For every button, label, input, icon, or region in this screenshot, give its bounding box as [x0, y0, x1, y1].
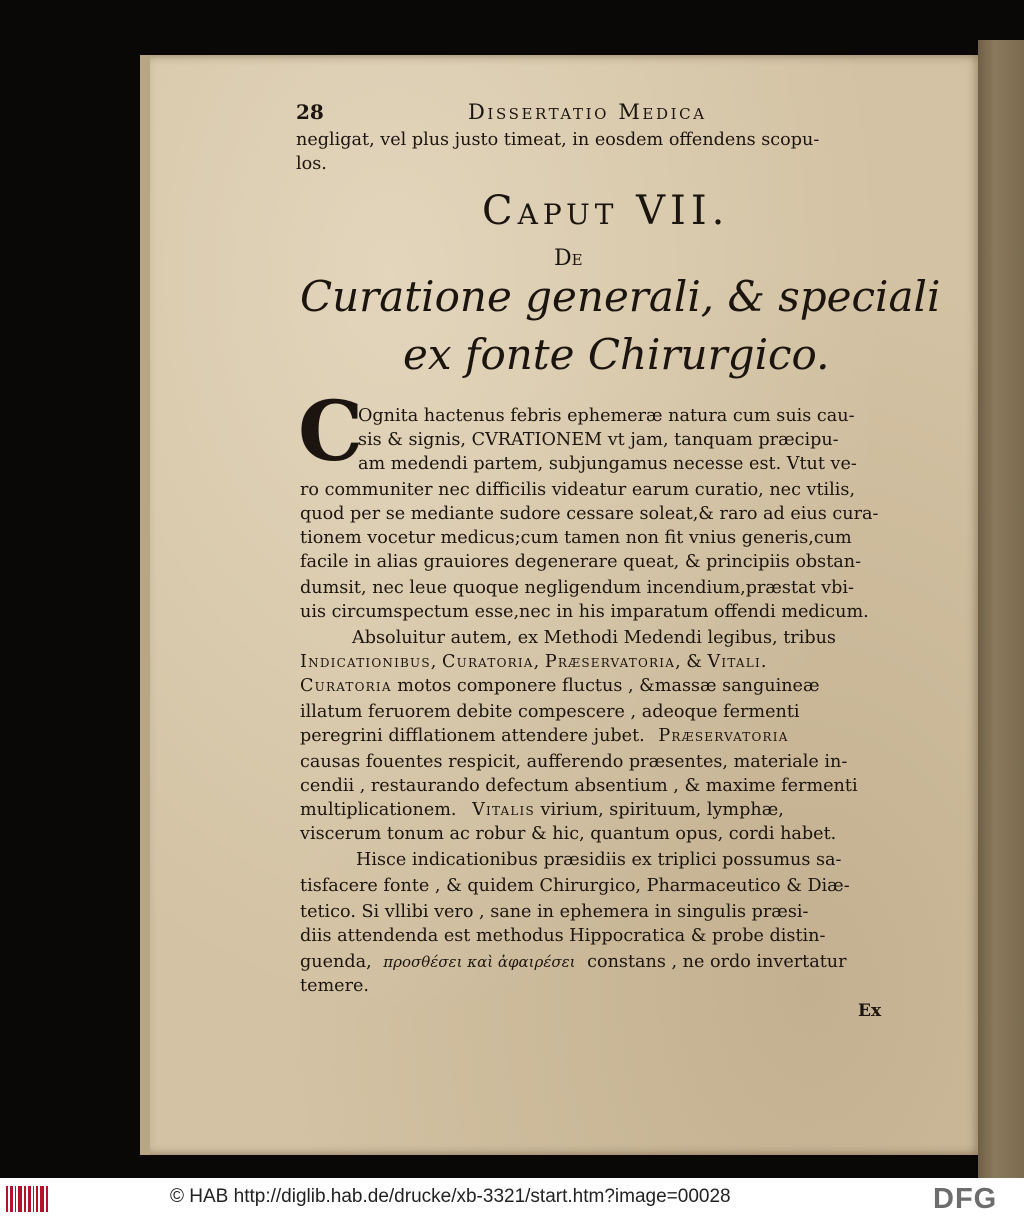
text-line: dumsit, nec leue quoque negligendum incendium,præstat vbi- [300, 578, 854, 598]
text-line: negligat, vel plus justo timeat, in eosdem offendens scopu- [296, 130, 820, 150]
dfg-logo: DFG [933, 1183, 998, 1215]
text-line: tionem vocetur medicus;cum tamen non fit vnius generis,cum [300, 528, 852, 548]
small-caps-term: Curatoria [300, 676, 392, 696]
small-caps-term: Præservatoria [658, 726, 789, 746]
running-head: Dissertatio Medica [468, 100, 707, 124]
text-line: Indicationibus, Curatoria, Præservatoria, & Vitali. [300, 652, 768, 672]
text-line: diis attendenda est methodus Hippocratica & probe distin- [300, 926, 826, 946]
text-line: uis circumspectum esse,nec in his imparatum offendi medicum. [300, 602, 869, 622]
text-line [300, 674, 820, 698]
text-line: tisfacere fonte , & quidem Chirurgico, Pharmaceutico & Diæ- [300, 876, 850, 896]
greek-phrase: προσθέσει καὶ ἀφαιρέσει [383, 953, 576, 971]
small-caps-term: Indicationibus [300, 652, 431, 672]
text-line: illatum feruorem debite compescere , adeoque fermenti [300, 702, 800, 722]
chapter-title-line-1: Curatione generali, & speciali [300, 272, 941, 321]
text-line: temere. [300, 976, 369, 996]
page-gutter-edge [140, 55, 150, 1155]
hab-barcode-logo [6, 1186, 48, 1212]
chapter-heading: Caput VII. [482, 188, 730, 234]
viewer-footer [0, 1178, 1024, 1218]
chapter-title-line-2: ex fonte Chirurgico. [403, 330, 830, 379]
text-line [300, 950, 847, 974]
text-span: virium, spirituum, lymphæ, [540, 800, 784, 820]
text-span: motos componere fluctus , &massæ sanguineæ [397, 676, 820, 696]
text-span: peregrini difflationem attendere jubet. [300, 726, 645, 746]
small-caps-term: Vitali. [707, 652, 768, 672]
text-line [300, 724, 789, 748]
text-span: constans , ne ordo invertatur [587, 952, 847, 972]
text-line: Ognita hactenus febris ephemeræ natura cum suis cau- [358, 406, 855, 426]
text-line: viscerum tonum ac robur & hic, quantum opus, cordi habet. [300, 824, 837, 844]
text-line: facile in alias grauiores degenerare queat, & principiis obstan- [300, 552, 862, 572]
drop-cap: C [298, 384, 364, 480]
text-line: quod per se mediante sudore cessare soleat,& raro ad eius cura- [300, 504, 879, 524]
text-line: am medendi partem, subjungamus necesse est. Vtut ve- [358, 454, 857, 474]
text-line: tetico. Si vllibi vero , sane in ephemera in singulis præsi- [300, 902, 809, 922]
small-caps-term: Vitalis [472, 800, 535, 820]
text-line [300, 798, 784, 822]
text-line: cendii , restaurando defectum absentium , & maxime fermenti [300, 776, 858, 796]
text-span: multiplicationem. [300, 800, 457, 820]
text-span: guenda, [300, 952, 372, 972]
adjacent-page-edge [978, 40, 1024, 1178]
page-number: 28 [296, 100, 324, 124]
text-line: ro communiter nec difficilis videatur earum curatio, nec vtilis, [300, 480, 856, 500]
text-line: Hisce indicationibus præsidiis ex triplici possumus sa- [356, 850, 842, 870]
text-line: causas fouentes respicit, aufferendo præsentes, materiale in- [300, 752, 848, 772]
chapter-de: De [554, 246, 583, 271]
text-line: los. [296, 154, 327, 174]
copyright-url[interactable]: © HAB http://diglib.hab.de/drucke/xb-3321/start.htm?image=00028 [170, 1186, 731, 1207]
small-caps-term: Præservatoria [544, 652, 676, 672]
small-caps-term: Curatoria [441, 652, 534, 672]
catchword: Ex [858, 1001, 882, 1021]
text-line: Absoluitur autem, ex Methodi Medendi legibus, tribus [352, 628, 836, 648]
text-line: sis & signis, CVRATIONEM vt jam, tanquam præcipu- [358, 430, 839, 450]
